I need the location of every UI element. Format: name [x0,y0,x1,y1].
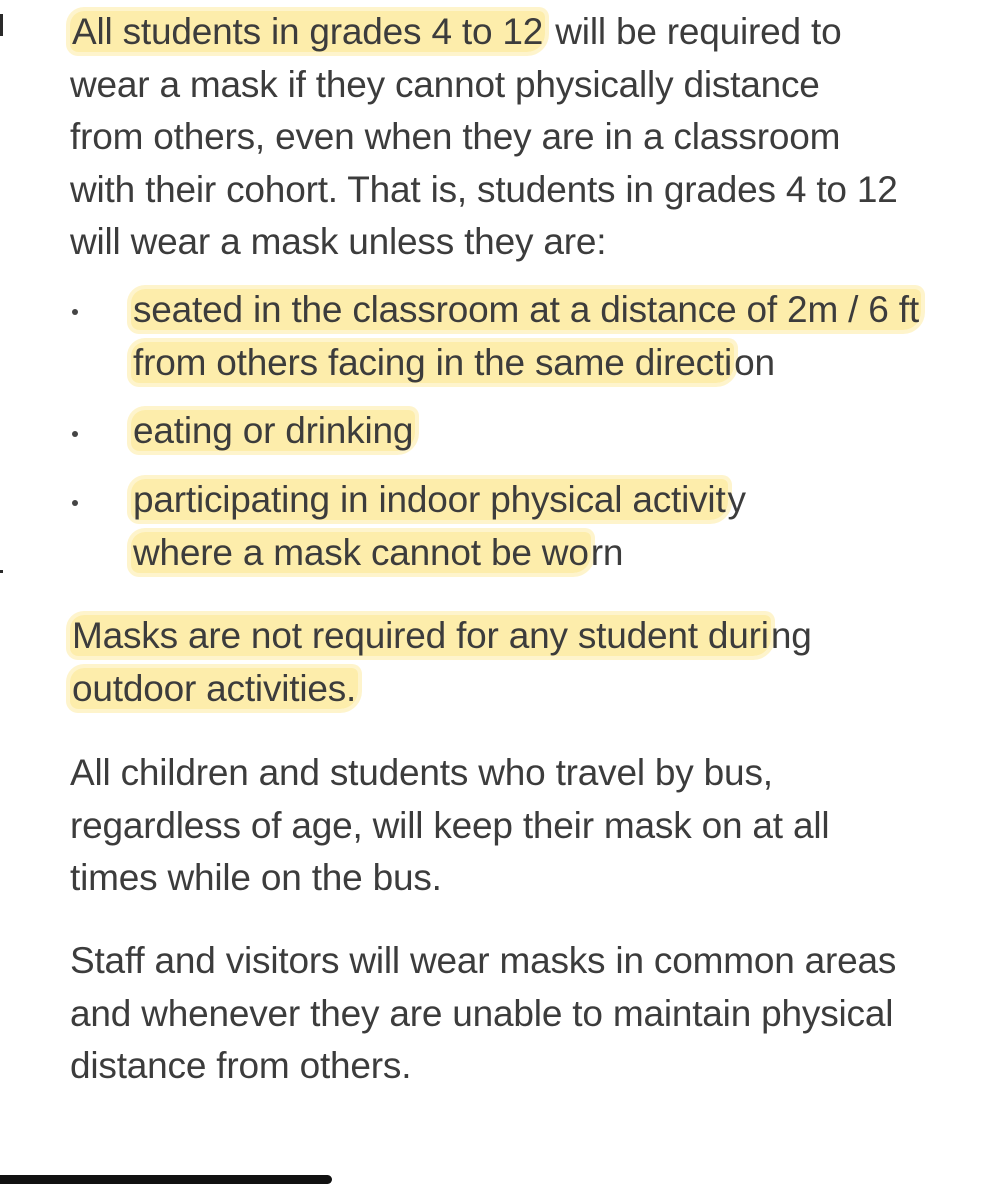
bullet-marker [72,431,78,437]
text-line [131,474,746,527]
text-line: will wear a mask unless they are: [70,221,607,262]
text-line: and whenever they are unable to maintain physical [70,992,894,1034]
highlighted-text: from others facing in the same directi [133,341,733,383]
highlighted-text: eating or drinking [133,410,414,451]
paragraph-bus [70,747,829,905]
text-line: distance from others. [70,1045,412,1086]
text-line [131,527,746,580]
highlighted-text: participating in indoor physical activit [133,479,726,520]
text: will be required to [545,11,842,52]
text-line: times while on the bus. [70,857,442,898]
text: y [727,479,746,520]
text-line [70,663,812,716]
home-indicator-bar[interactable] [0,1175,332,1184]
highlighted-text: Masks are not required for any student duri [72,615,769,656]
highlighted-text: outdoor activities. [72,667,357,709]
text-line: wear a mask if they cannot physically distance [70,63,820,105]
text-line: Staff and visitors will wear masks in common areas [70,940,897,981]
highlighted-text: All students in grades 4 to 12 [72,11,544,52]
text-line [131,337,921,390]
bullet-marker [72,500,78,506]
text-line [70,610,812,663]
highlighted-text: seated in the classroom at a distance of 2m / 6 ft [133,289,919,330]
text-line [131,405,415,458]
text-line: All children and students who travel by bus, [70,752,773,793]
bullet-item-physical-activity [131,474,746,579]
text-line: regardless of age, will keep their mask on at all [70,804,830,846]
text: rn [590,531,624,573]
paragraph-outdoor [70,610,812,715]
bullet-item-eating [131,405,415,458]
text-line: from others, even when they are in a classroom [70,116,841,157]
text-line: with their cohort. That is, students in grades 4 to 12 [70,168,898,210]
highlighted-text: where a mask cannot be wo [133,531,589,573]
text: ng [770,615,812,656]
text-line [131,284,921,337]
text: on [734,341,775,383]
bullet-item-seated [131,284,921,389]
bullet-marker [72,309,78,315]
paragraph-staff-visitors [70,935,896,1093]
